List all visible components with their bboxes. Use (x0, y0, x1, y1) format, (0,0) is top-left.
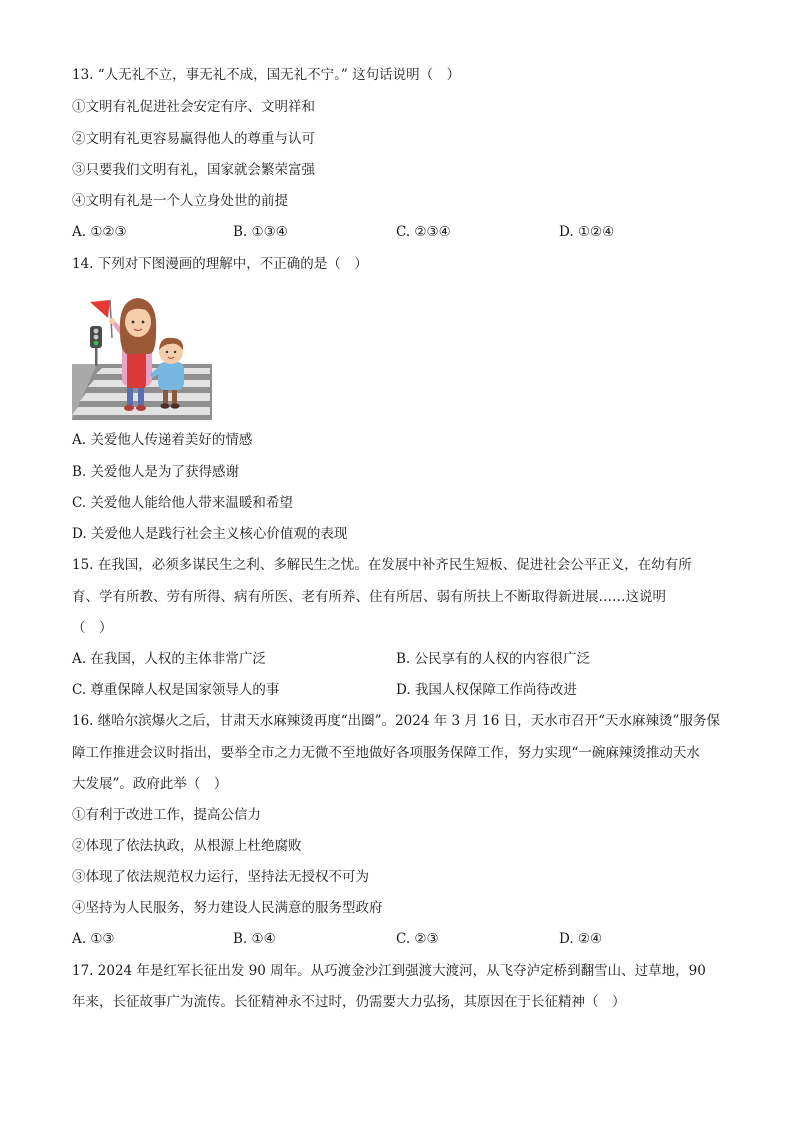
q16-option-b[interactable]: B. ①④ (233, 931, 276, 947)
q13-statement-1: ①文明有礼促进社会安定有序、文明祥和 (72, 99, 315, 115)
q16-stem-line-3: 大发展”。政府此举（ ） (72, 776, 228, 792)
q13-option-b[interactable]: B. ①③④ (233, 224, 288, 240)
q15-stem-line-3: （ ） (72, 620, 113, 636)
q16-stem-line-1: 16. 继哈尔滨爆火之后，甘肃天水麻辣烫再度“出圈”。2024 年 3 月 16 日，天水市召开“天水麻辣烫”服务保 (72, 713, 720, 729)
q15-option-c[interactable]: C. 尊重保障人权是国家领导人的事 (72, 682, 280, 698)
q15-option-d[interactable]: D. 我国人权保障工作尚待改进 (396, 682, 577, 698)
q15-stem-line-1: 15. 在我国，必须多谋民生之利、多解民生之忧。在发展中补齐民生短板、促进社会公平正义，在幼有所 (72, 557, 692, 573)
q16-statement-2: ②体现了依法执政，从根源上杜绝腐败 (72, 838, 302, 854)
q13-statement-2: ②文明有礼更容易赢得他人的尊重与认可 (72, 131, 315, 147)
q16-stem-line-2: 障工作推进会议时指出，要举全市之力无微不至地做好各项服务保障工作，努力实现“一碗麻辣烫推动天水 (72, 745, 700, 761)
q16-statement-3: ③体现了依法规范权力运行，坚持法无授权不可为 (72, 869, 369, 885)
q16-option-a[interactable]: A. ①③ (72, 931, 115, 947)
q14-stem: 14. 下列对下图漫画的理解中，不正确的是（ ） (72, 256, 368, 272)
q14-option-d[interactable]: D. 关爱他人是践行社会主义核心价值观的表现 (72, 526, 348, 542)
q13-statement-3: ③只要我们文明有礼，国家就会繁荣富强 (72, 162, 315, 178)
q16-statement-4: ④坚持为人民服务，努力建设人民满意的服务型政府 (72, 900, 383, 916)
q17-stem-line-2: 年来，长征故事广为流传。长征精神永不过时，仍需要大力弘扬，其原因在于长征精神（ ） (72, 994, 626, 1010)
q13-option-c[interactable]: C. ②③④ (396, 224, 451, 240)
q16-option-c[interactable]: C. ②③ (396, 931, 439, 947)
q16-option-d[interactable]: D. ②④ (559, 931, 603, 947)
q14-option-c[interactable]: C. 关爱他人能给他人带来温暖和希望 (72, 495, 293, 511)
q16-statement-1: ①有利于改进工作，提高公信力 (72, 807, 261, 823)
q13-stem: 13. “人无礼不立，事无礼不成，国无礼不宁。” 这句话说明（ ） (72, 67, 461, 83)
q15-options-row-1 (72, 649, 732, 669)
q15-options-row-2 (72, 680, 732, 700)
q16-options (72, 929, 732, 949)
q15-option-a[interactable]: A. 在我国，人权的主体非常广泛 (72, 651, 266, 667)
q15-option-b[interactable]: B. 公民享有的人权的内容很广泛 (396, 651, 591, 667)
q14-option-b[interactable]: B. 关爱他人是为了获得感谢 (72, 464, 240, 480)
q13-statement-4: ④文明有礼是一个人立身处世的前提 (72, 193, 288, 209)
q17-stem-line-1: 17. 2024 年是红军长征出发 90 周年。从巧渡金沙江到强渡大渡河，从飞夺泸定桥到翻雪山、过草地，90 (72, 963, 706, 979)
q15-stem-line-2: 育、学有所教、劳有所得、病有所医、老有所养、住有所居、弱有所扶上不断取得新进展……这说明 (72, 589, 666, 605)
q13-option-a[interactable]: A. ①②③ (72, 224, 127, 240)
cartoon-crosswalk-illustration (72, 294, 212, 420)
q14-option-a[interactable]: A. 关爱他人传递着美好的情感 (72, 432, 253, 448)
q13-option-d[interactable]: D. ①②④ (559, 224, 615, 240)
red-flag-icon (90, 300, 110, 318)
q13-options (72, 222, 732, 242)
boy-body (158, 362, 184, 390)
